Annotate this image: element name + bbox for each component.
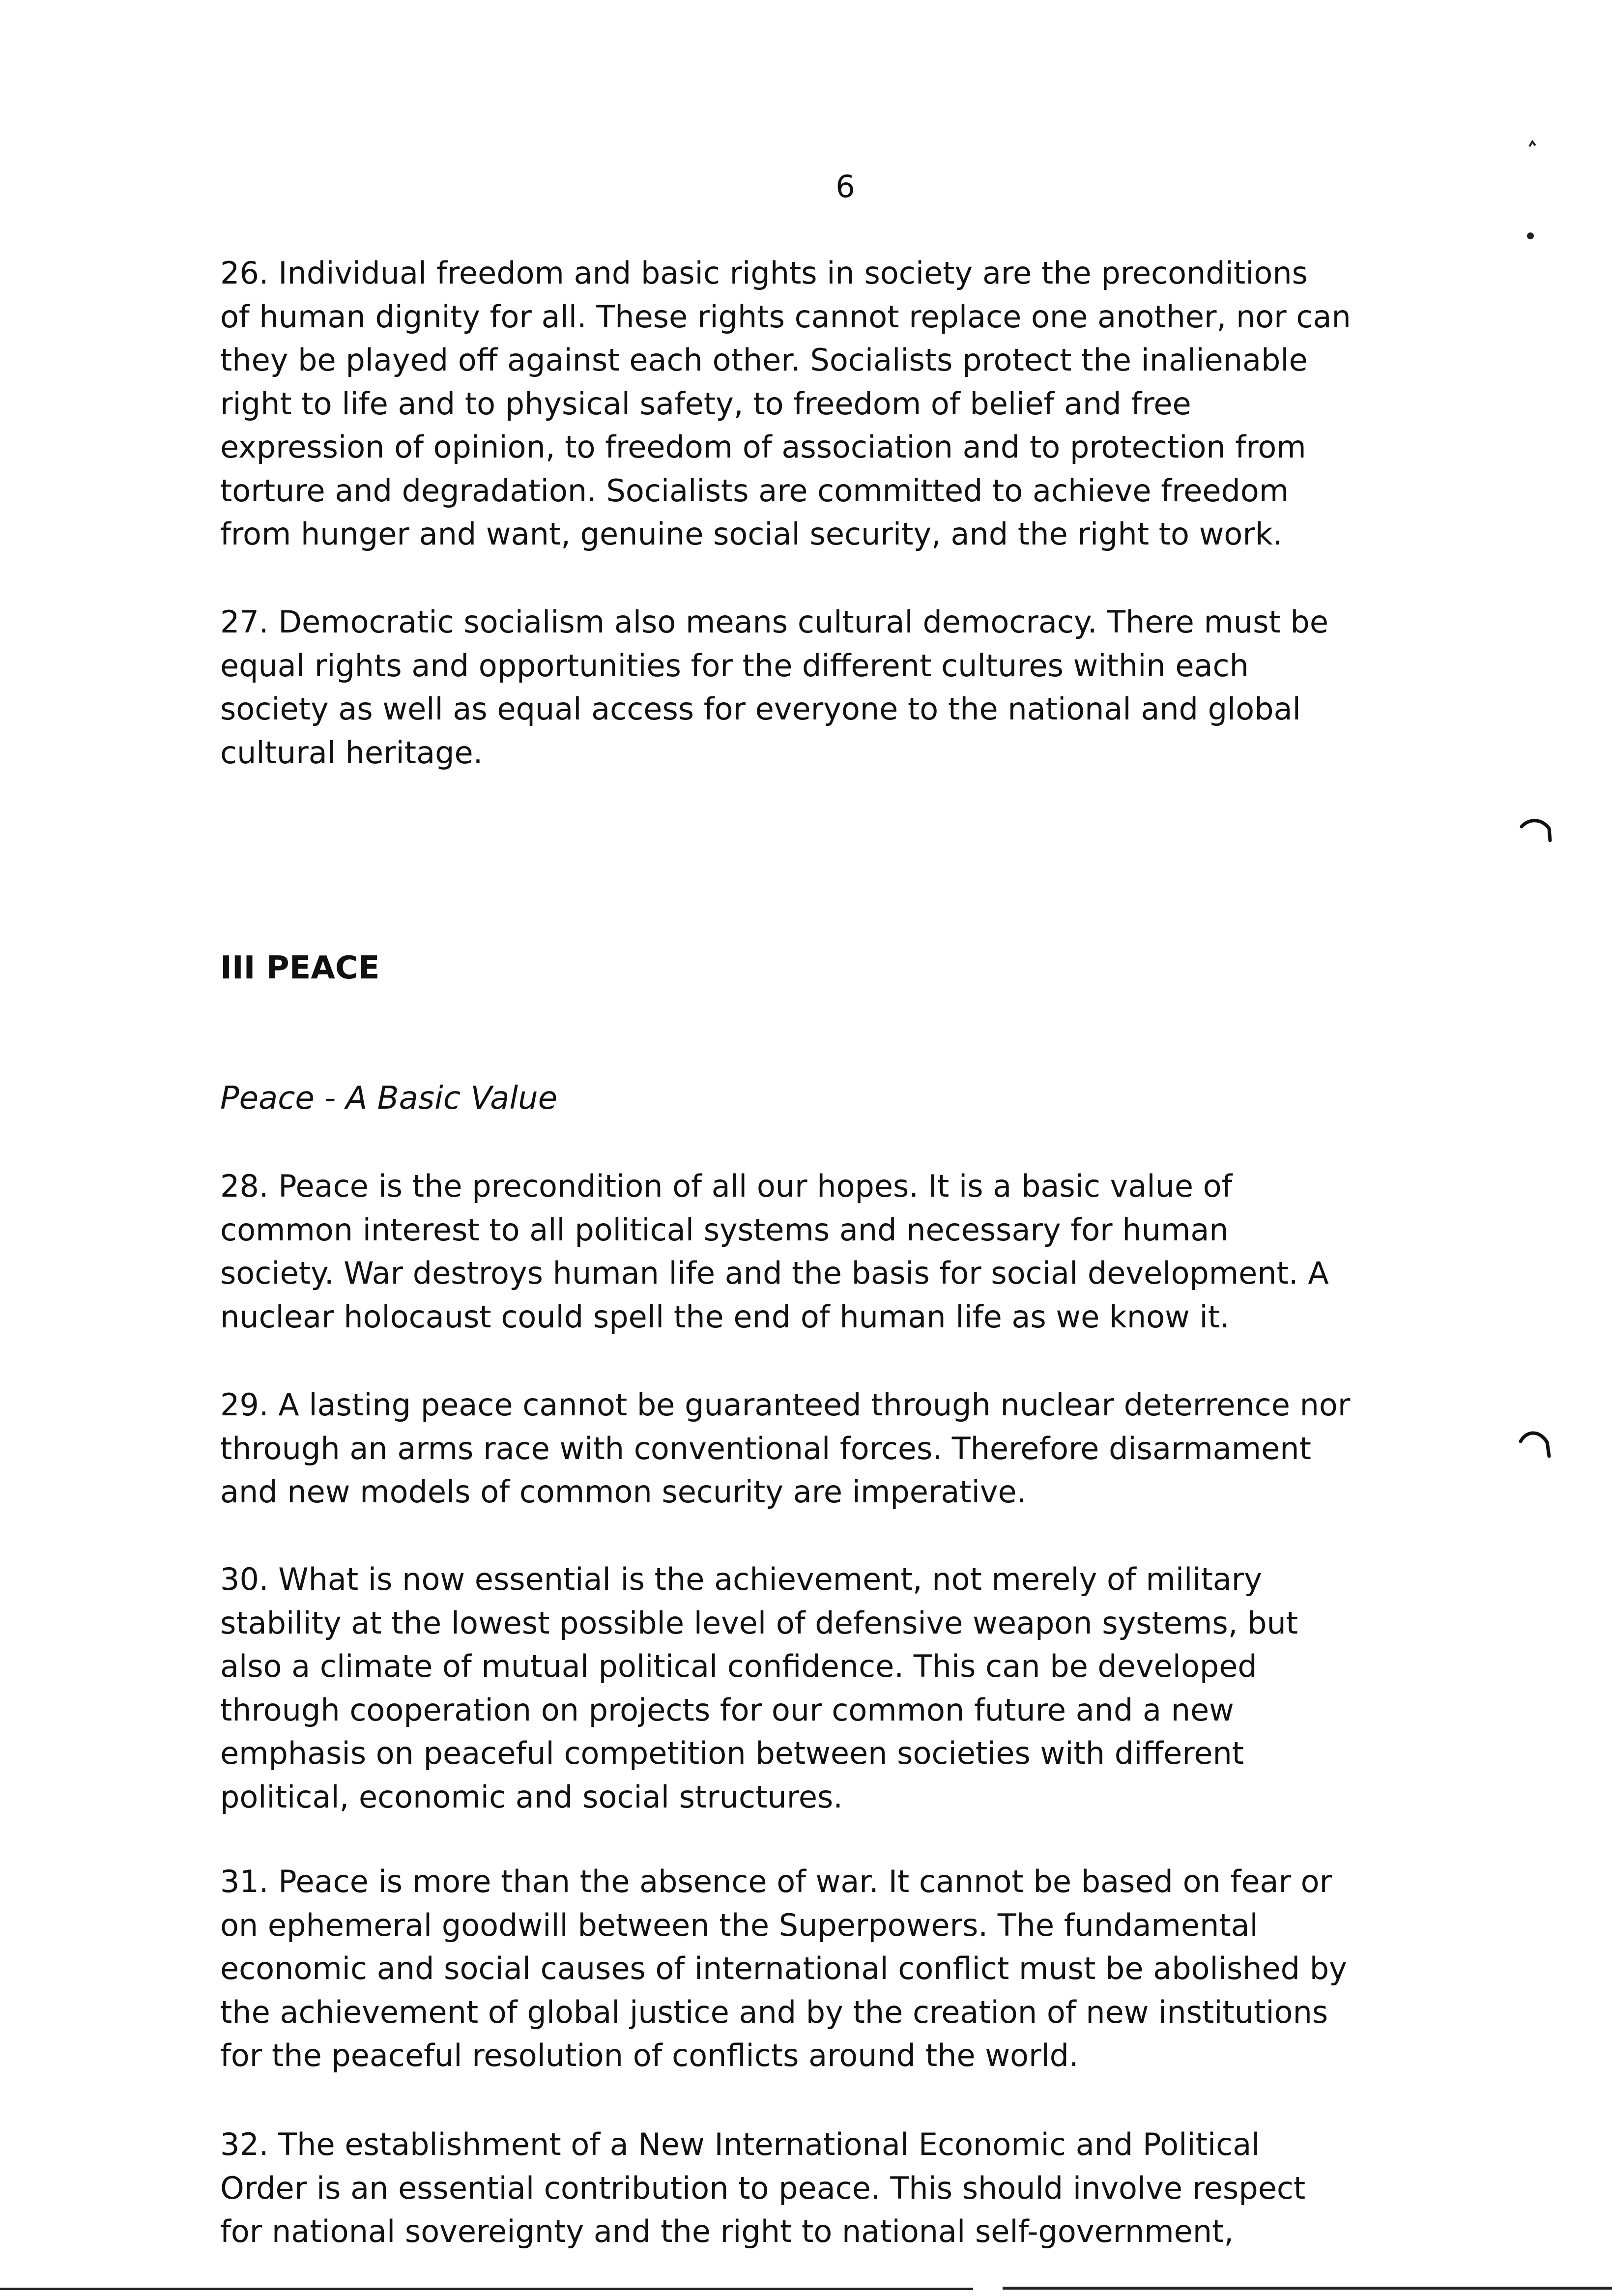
text-line: torture and degradation. Socialists are committed to achieve freedom [220,472,1289,509]
text-line: 29. A lasting peace cannot be guaranteed through nuclear deterrence nor [220,1387,1351,1423]
page-number: 6 [835,169,855,204]
text-line: from hunger and want, genuine social security, and the right to work. [220,516,1283,552]
text-line: 28. Peace is the precondition of all our hopes. It is a basic value of [220,1168,1233,1204]
text-line: for national sovereignty and the right to national self-government, [220,2213,1234,2249]
scan-mark-arc [1518,1428,1552,1462]
text-line: economic and social causes of international conflict must be abolished by [220,1951,1347,1986]
text-line: through an arms race with conventional forces. Therefore disarmament [220,1430,1311,1466]
text-line: the achievement of global justice and by the creation of new institutions [220,1994,1328,2030]
text-line: political, economic and social structures. [220,1779,843,1815]
paragraph-26 [220,252,1375,556]
text-line: emphasis on peaceful competition between societies with different [220,1735,1244,1771]
text-line: society as well as equal access for everyone to the national and global [220,691,1301,727]
bottom-rule [0,2288,973,2290]
scan-mark-arc [1519,816,1553,845]
text-line: 32. The establishment of a New International Economic and Political [220,2126,1260,2162]
paragraph-28 [220,1165,1375,1339]
section-heading: III PEACE [220,950,380,986]
text-line: cultural heritage. [220,734,483,771]
text-line: for the peaceful resolution of conflicts around the world. [220,2038,1079,2073]
paragraph-29 [220,1383,1375,1514]
text-line: 26. Individual freedom and basic rights in society are the preconditions [220,255,1308,291]
text-line: society. War destroys human life and the basis for social development. A [220,1255,1329,1291]
paragraph-30 [220,1558,1375,1819]
text-line: on ephemeral goodwill between the Superpowers. The fundamental [220,1907,1258,1943]
text-line: right to life and to physical safety, to freedom of belief and free [220,385,1191,422]
scan-mark-dot [1526,231,1535,241]
text-line: nuclear holocaust could spell the end of human life as we know it. [220,1298,1230,1335]
text-line: Order is an essential contribution to peace. This should involve respect [220,2170,1306,2206]
text-line: of human dignity for all. These rights cannot replace one another, nor can [220,298,1351,335]
paragraph-32 [220,2123,1375,2254]
subheading: Peace - A Basic Value [220,1080,558,1117]
text-line: common interest to all political systems and necessary for human [220,1211,1229,1248]
text-line: 31. Peace is more than the absence of war. It cannot be based on fear or [220,1864,1332,1899]
text-line: expression of opinion, to freedom of association and to protection from [220,429,1306,465]
text-line: stability at the lowest possible level of defensive weapon systems, but [220,1605,1298,1641]
text-line: equal rights and opportunities for the different cultures within each [220,647,1249,684]
text-line: also a climate of mutual political confidence. This can be developed [220,1648,1257,1684]
text-line: 27. Democratic socialism also means cultural democracy. There must be [220,604,1329,640]
text-line: 30. What is now essential is the achievement, not merely of military [220,1561,1262,1597]
scan-mark-caret [1527,139,1537,148]
text-line: and new models of common security are imperative. [220,1474,1027,1510]
text-line: through cooperation on projects for our common future and a new [220,1692,1234,1728]
paragraph-27 [220,601,1375,775]
bottom-rule [1003,2287,1612,2290]
paragraph-31 [220,1860,1375,2078]
text-line: they be played off against each other. Socialists protect the inalienable [220,342,1308,378]
